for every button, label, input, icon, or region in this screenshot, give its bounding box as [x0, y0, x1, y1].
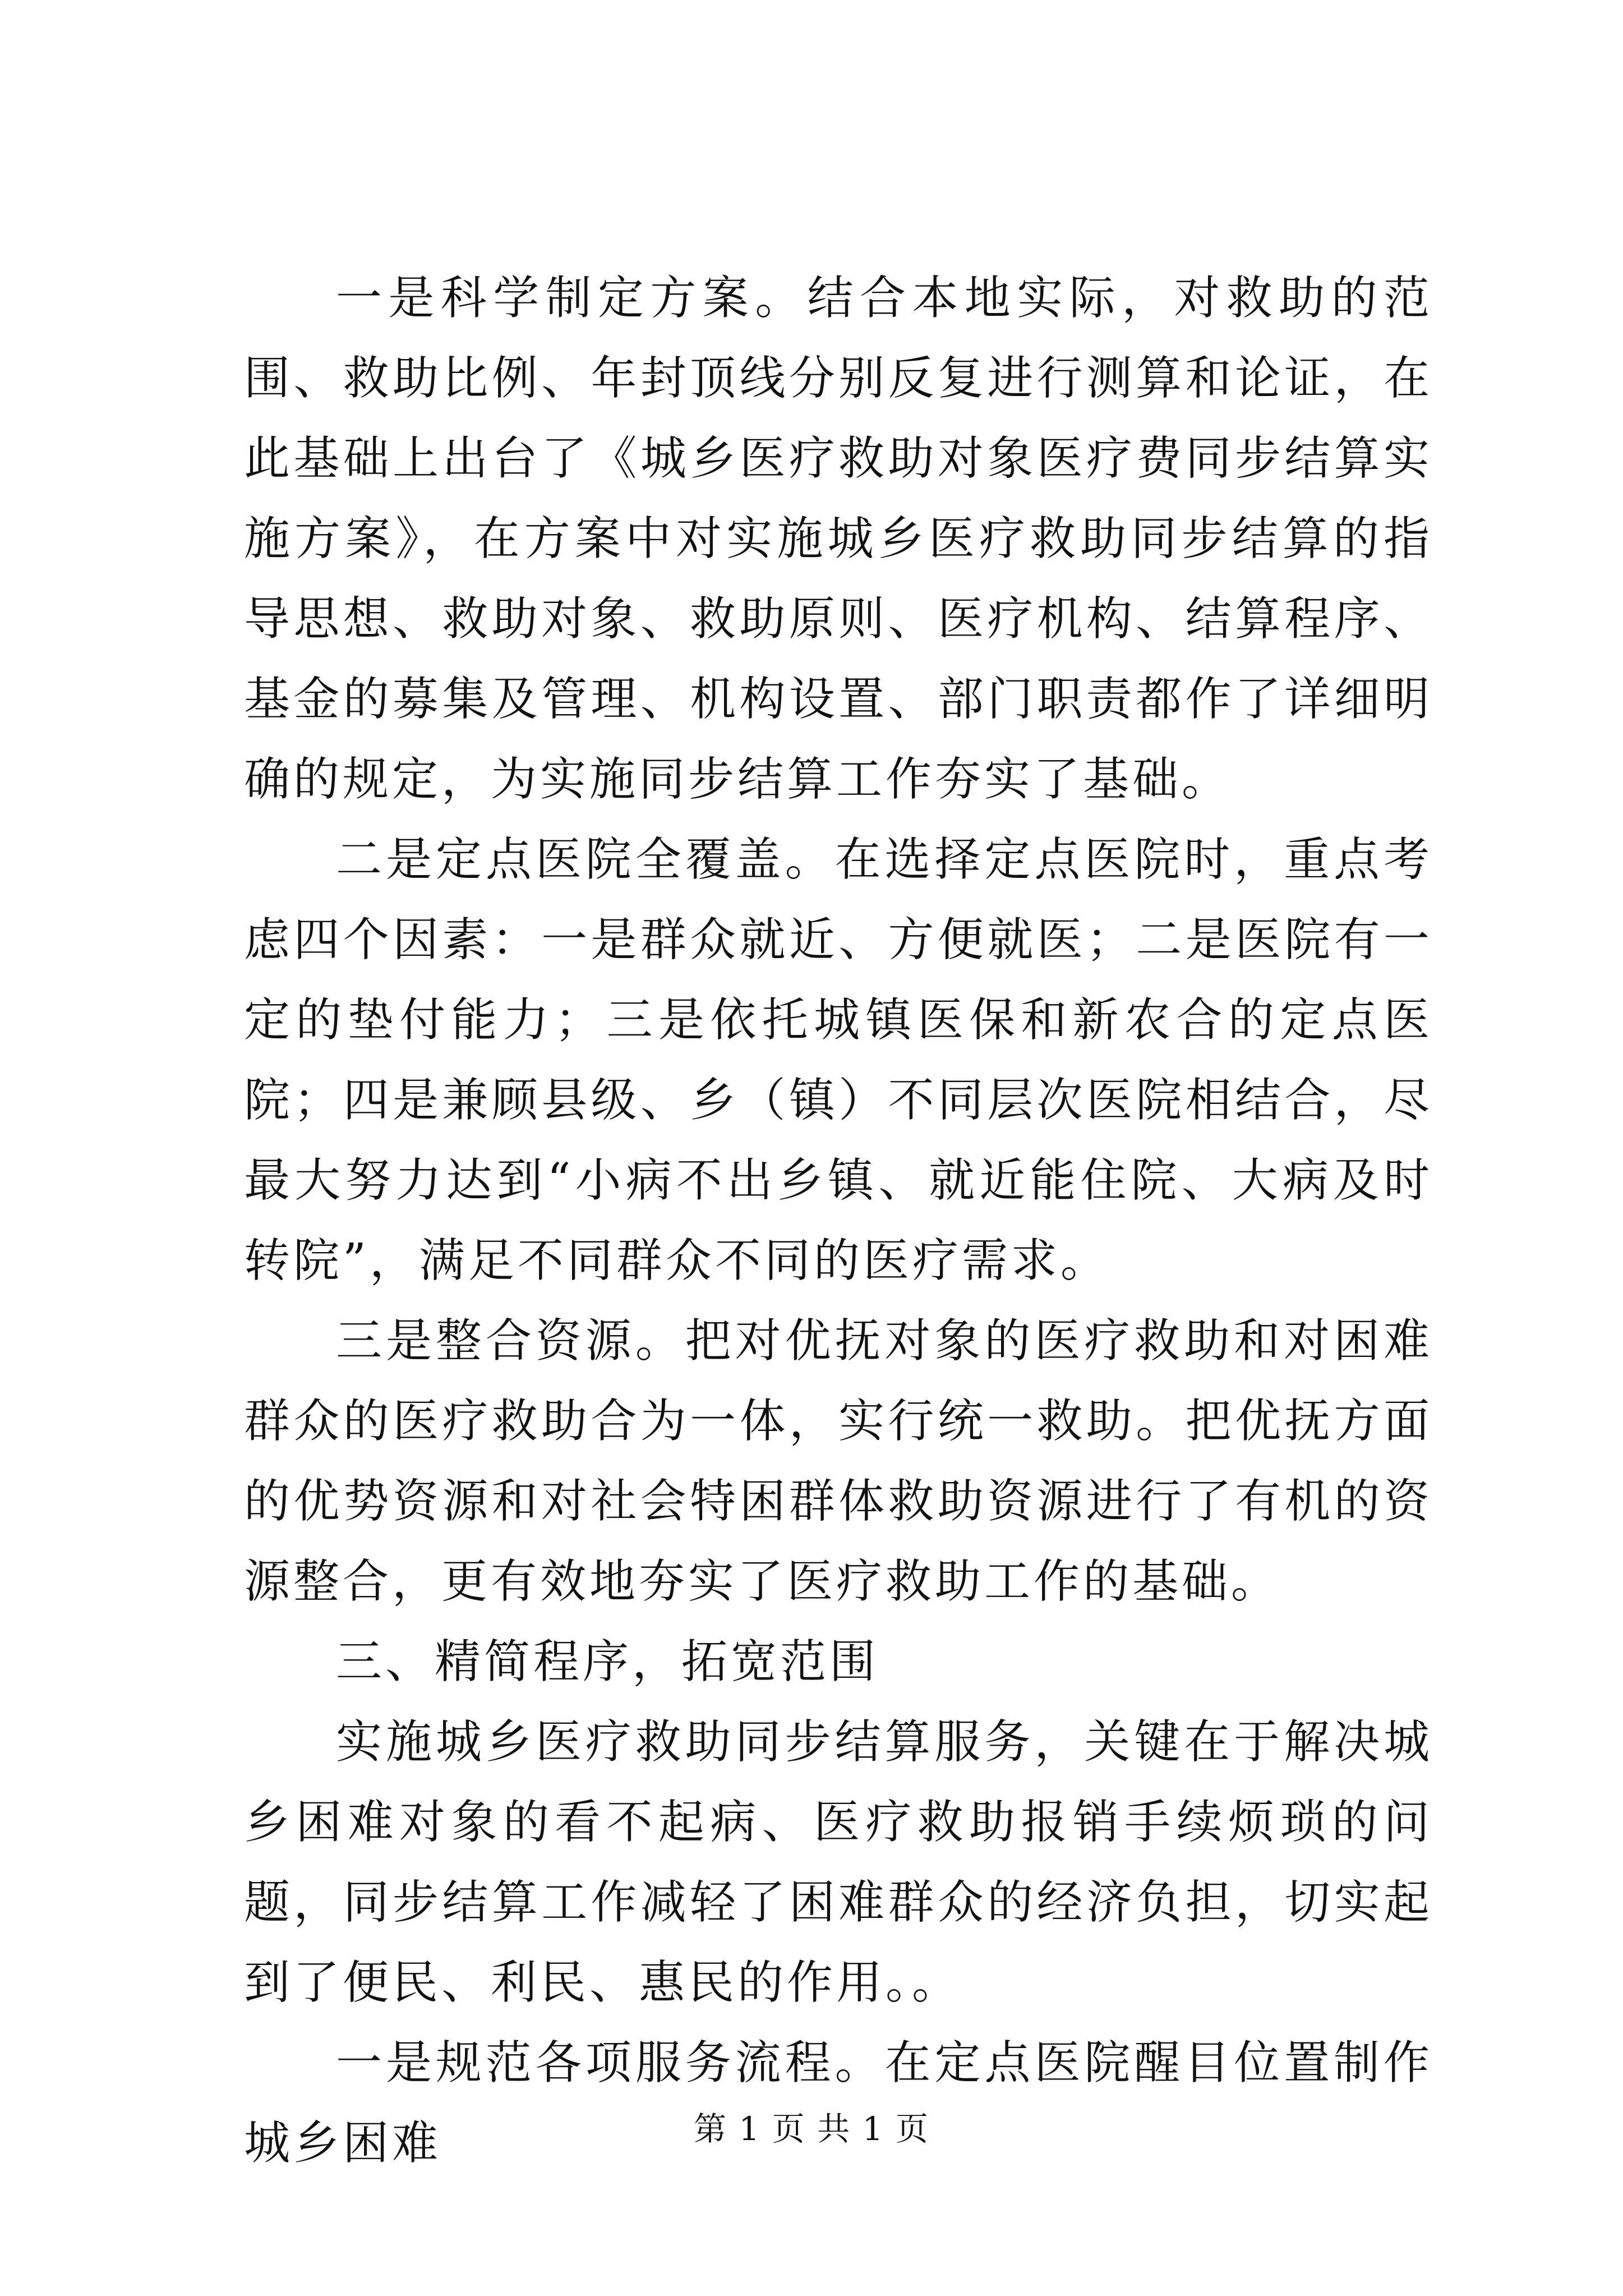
- paragraph-5: 一是规范各项服务流程。在定点医院醒目位置制作城乡困难: [244, 2036, 1433, 2170]
- section-heading: 三、精简程序，拓宽范围: [336, 1635, 879, 1688]
- paragraph-4: 实施城乡医疗救助同步结算服务，关键在于解决城乡困难对象的看不起病、医疗救助报销手续烦琐的问题，同步结算工作减轻了困难群众的经济负担，切实起到了便民、利民、惠民的作用。。: [244, 1715, 1433, 2009]
- paragraph-3: 三是整合资源。把对优抚对象的医疗救助和对困难群众的医疗救助合为一体，实行统一救助。把优抚方面的优势资源和对社会特困群体救助资源进行了有机的资源整合，更有效地夯实了医疗救助工作的基础。: [244, 1314, 1433, 1608]
- page-number-footer: 第 1 页 共 1 页: [694, 2110, 929, 2148]
- paragraph-2: 二是定点医院全覆盖。在选择定点医院时，重点考虑四个因素：一是群众就近、方便就医；二是医院有一定的垫付能力；三是依托城镇医保和新农合的定点医院；四是兼顾县级、乡（镇）不同层次医院相结合，尽最大努力达到“小病不出乡镇、就近能住院、大病及时转院”，满足不同群众不同的医疗需求。: [244, 833, 1433, 1287]
- paragraph-1: 一是科学制定方案。结合本地实际，对救助的范围、救助比例、年封顶线分别反复进行测算和论证，在此基础上出台了《城乡医疗救助对象医疗费同步结算实施方案》，在方案中对实施城乡医疗救助同步结算的指导思想、救助对象、救助原则、医疗机构、结算程序、基金的募集及管理、机构设置、部门职责都作了详细明确的规定，为实施同步结算工作夯实了基础。: [244, 272, 1433, 806]
- document-body: [244, 258, 1433, 2183]
